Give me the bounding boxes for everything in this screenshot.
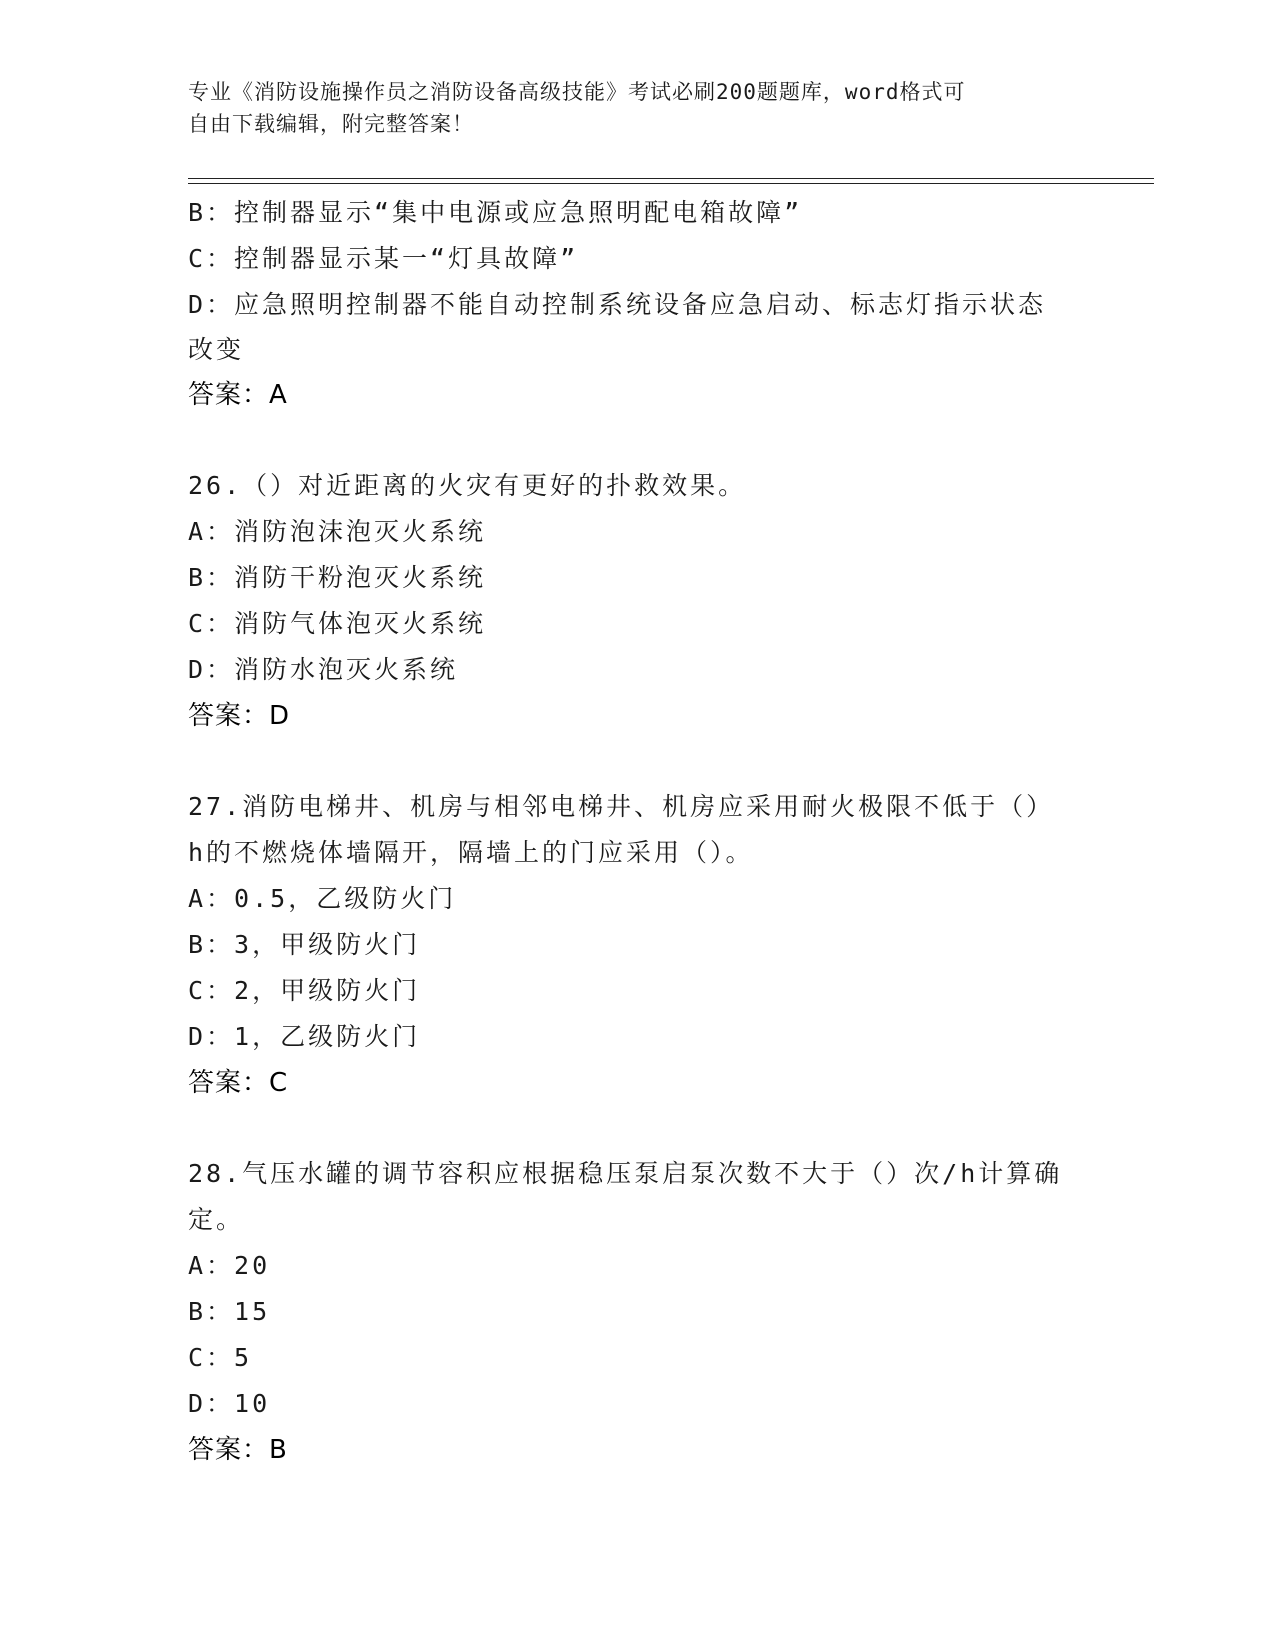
question-list	[188, 190, 1088, 1473]
answer-label: 答案：B	[188, 1435, 288, 1465]
option-c: C：控制器显示某一“灯具故障”	[188, 244, 579, 273]
question-28	[188, 1151, 1088, 1473]
option-b: B：3，甲级防火门	[188, 930, 421, 959]
option-d: D：10	[188, 1389, 271, 1418]
header-divider-bottom	[188, 183, 1154, 184]
answer-label: 答案：A	[188, 380, 288, 410]
option-b: B：控制器显示“集中电源或应急照明配电箱故障”	[188, 198, 803, 227]
option-c: C：消防气体泡灭火系统	[188, 609, 487, 638]
question-text-continued: h的不燃烧体墙隔开，隔墙上的门应采用（）。	[188, 838, 754, 867]
answer-label: 答案：D	[188, 701, 291, 731]
option-d: D：应急照明控制器不能自动控制系统设备应急启动、标志灯指示状态	[188, 290, 1047, 319]
question-text-continued: 定。	[188, 1205, 245, 1234]
header-divider-top	[188, 178, 1154, 179]
option-d: D：消防水泡灭火系统	[188, 655, 459, 684]
option-a: A：消防泡沫泡灭火系统	[188, 517, 487, 546]
answer-label: 答案：C	[188, 1068, 289, 1098]
option-b: B：15	[188, 1297, 271, 1326]
header-line-2: 自由下载编辑，附完整答案！	[188, 112, 474, 136]
document-header	[188, 76, 1088, 140]
option-d: D：1，乙级防火门	[188, 1022, 421, 1051]
option-c: C：5	[188, 1343, 253, 1372]
option-a: A：0.5，乙级防火门	[188, 884, 457, 913]
header-line-1: 专业《消防设施操作员之消防设备高级技能》考试必刷200题题库，word格式可	[188, 80, 966, 104]
spacer	[188, 418, 1088, 463]
spacer	[188, 739, 1088, 784]
question-25-tail	[188, 190, 1088, 418]
question-27	[188, 784, 1088, 1106]
question-text: 27.消防电梯井、机房与相邻电梯井、机房应采用耐火极限不低于（）	[188, 792, 1055, 821]
spacer	[188, 1106, 1088, 1151]
option-a: A：20	[188, 1251, 271, 1280]
question-text: 28.气压水罐的调节容积应根据稳压泵启泵次数不大于（）次/h计算确	[188, 1159, 1063, 1188]
question-text: 26.（）对近距离的火灾有更好的扑救效果。	[188, 471, 747, 500]
option-b: B：消防干粉泡灭火系统	[188, 563, 487, 592]
option-c: C：2，甲级防火门	[188, 976, 421, 1005]
option-d-continued: 改变	[188, 335, 245, 364]
question-26	[188, 463, 1088, 739]
